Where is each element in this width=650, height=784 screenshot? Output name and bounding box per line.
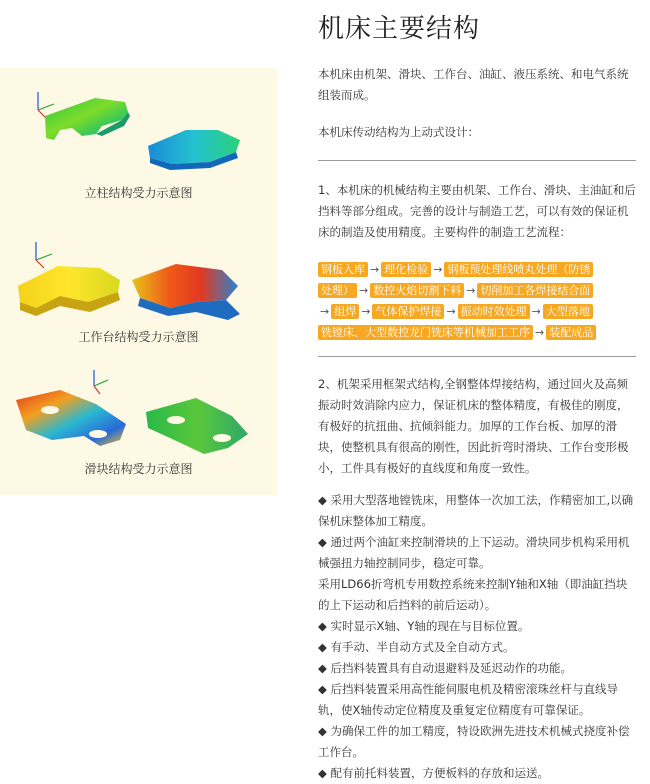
axis-triad-icon [36, 242, 52, 268]
figure-panel [0, 68, 277, 495]
flow-step: 数控火焰切割下料 [370, 283, 464, 298]
flow-step: 组焊 [331, 304, 359, 319]
worktable-stress-figure [0, 216, 277, 358]
column-stress-figure [0, 68, 277, 210]
feature-item: ◆ 采用大型落地镗铣床，用整体一次加工法，作精密加工,以确保机床整体加工精度。 [318, 493, 634, 528]
arrow-right-icon: → [320, 305, 330, 318]
flow-step: 气体保护焊接 [372, 304, 444, 319]
flow-line-3 [318, 301, 638, 322]
flow-step: 振动时效处理 [458, 304, 530, 319]
arrow-right-icon: → [370, 263, 380, 276]
flow-line-1 [318, 259, 638, 280]
flow-step: 钢板预处理线喷丸处理（防锈 [444, 262, 593, 277]
feature-item: 采用LD66折弯机专用数控系统来控制Y轴和X轴（即油缸挡块的上下运动和后挡料的前后运动）。 [318, 577, 628, 612]
feature-item: ◆ 为确保工件的加工精度，特设欧洲先进技术机械式挠度补偿工作台。 [318, 724, 630, 759]
flow-line-4 [318, 322, 638, 343]
arrow-right-icon: → [466, 284, 476, 297]
figure-caption: 立柱结构受力示意图 [84, 186, 193, 200]
figure-caption: 工作台结构受力示意图 [78, 330, 199, 344]
flow-step: 铣镗床、大型数控龙门铣床等机械加工工序 [318, 325, 533, 340]
feature-item: ◆ 实时显示X轴、Y轴的现在与目标位置。 [318, 619, 530, 633]
arrow-right-icon: → [359, 284, 369, 297]
figure-caption: 滑块结构受力示意图 [84, 462, 193, 476]
flow-step: 处理） [318, 283, 357, 298]
slide-stress-image [0, 364, 277, 464]
process-flow [318, 259, 638, 343]
flow-line-2 [318, 280, 638, 301]
axis-triad-icon [94, 370, 108, 394]
flow-step: 理化检验 [381, 262, 431, 277]
arrow-right-icon: → [531, 305, 541, 318]
feature-item: ◆ 后挡料装置具有自动退避料及延迟动作的功能。 [318, 661, 572, 675]
flow-step: 装配成品 [546, 325, 596, 340]
arrow-right-icon: → [361, 305, 371, 318]
arrow-right-icon: → [535, 326, 545, 339]
column-stress-image [0, 68, 277, 178]
section2-paragraph: 2、机架采用框架式结构,全钢整体焊接结构，通过回火及高频振动时效消除内应力，保证机床的整体精度，有极佳的刚度，有极好的抗扭曲、抗倾斜能力。加厚的工作台板、加厚的滑块，使整机具有很高的刚性，因此折弯时滑块、工作台变形极小，工件具有极好的直线度和角度一致性。 [318, 377, 629, 475]
feature-item: ◆ 有手动、半自动方式及全自动方式。 [318, 640, 515, 654]
feature-item: ◆ 配有前托料装置，方便板料的存放和运送。 [318, 766, 549, 780]
slide-stress-figure [0, 364, 277, 495]
flow-step: 钢板入库 [318, 262, 368, 277]
flow-step: 大型落地 [543, 304, 593, 319]
divider [318, 160, 636, 161]
feature-list [318, 490, 636, 784]
section1-paragraph: 1、本机床的机械结构主要由机架、工作台、滑块、主油缸和后挡料等部分组成。完善的设计与制造工艺，可以有效的保证机床的制造及使用精度。主要构件的制造工艺流程： [318, 183, 636, 239]
intro-paragraph: 本机床由机架、滑块、工作台、油缸、液压系统、和电气系统组装而成。 [318, 67, 629, 102]
feature-item: ◆ 通过两个油缸来控制滑块的上下运动。滑块同步机构采用机械强扭力轴控制同步，稳定可靠。 [318, 535, 630, 570]
arrow-right-icon: → [433, 263, 443, 276]
page-title: 机床主要结构 [318, 14, 481, 44]
flow-step: 切削加工各焊接结合面 [477, 283, 593, 298]
arrow-right-icon: → [446, 305, 456, 318]
intro-drive-paragraph: 本机床传动结构为上动式设计： [318, 125, 479, 139]
feature-item: ◆ 后挡料装置采用高性能伺服电机及精密滚珠丝杆与直线导轨，使X轴传动定位精度及重复定位精度有可靠保证。 [318, 682, 618, 717]
divider [318, 356, 636, 357]
worktable-stress-image [0, 216, 277, 326]
